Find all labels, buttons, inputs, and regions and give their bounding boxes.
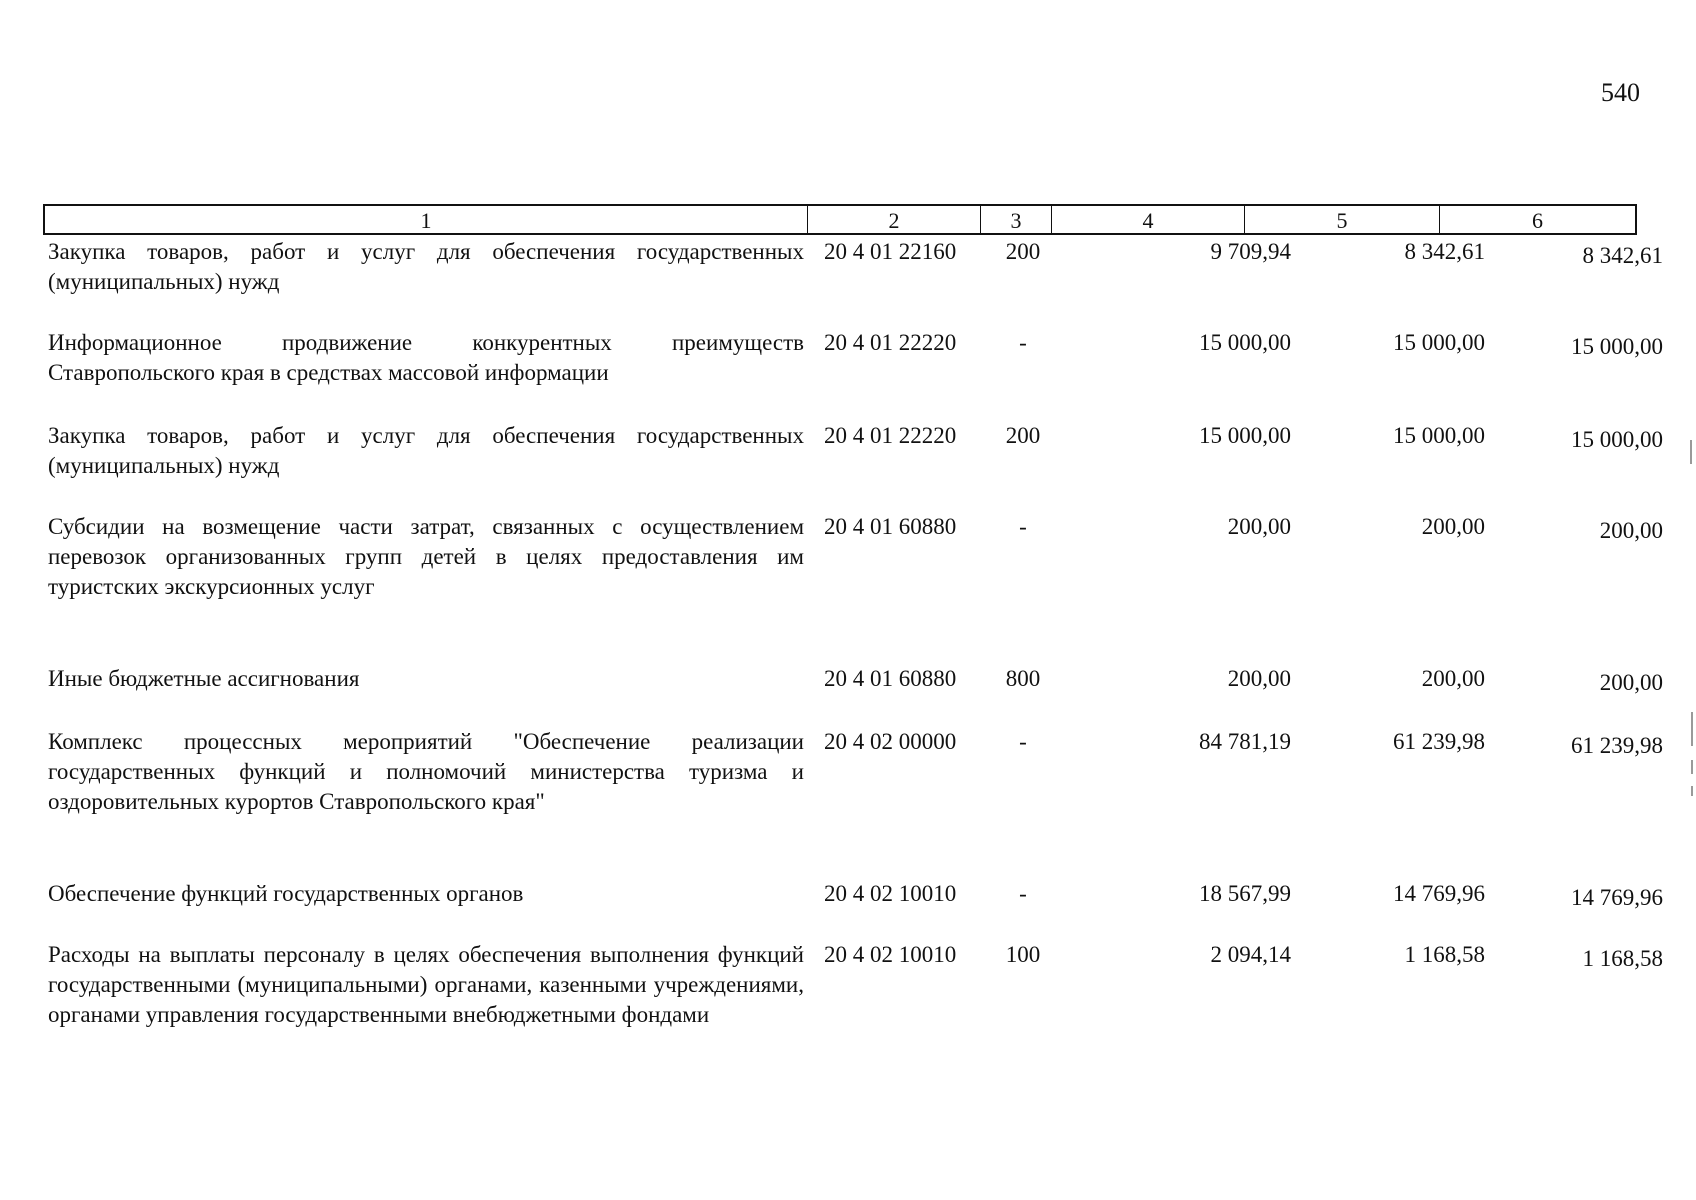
row-value-5: 200,00 [1421,666,1485,691]
row-value-4: 84 781,19 [1199,729,1291,754]
row-code: 20 4 01 60880 [824,666,957,691]
row-value-6: 15 000,00 [1571,334,1663,359]
header-col-6: 6 [1532,208,1543,233]
row-name: Закупка товаров, работ и услуг для обеспечения государственных (муниципальных) нужд [48,423,804,478]
row-value-6: 15 000,00 [1571,427,1663,452]
row-code: 20 4 02 00000 [824,729,957,754]
row-name: Иные бюджетные ассигнования [48,666,360,691]
row-value-6: 200,00 [1599,670,1663,695]
row-value-6: 61 239,98 [1571,733,1663,758]
row-value-4: 15 000,00 [1199,330,1291,355]
row-type: 100 [1005,942,1041,967]
row-name: Расходы на выплаты персоналу в целях обеспечения выполнения функций государственными (муниципальными) органами, казенными учреждениями, органами управления государственными внебюджетными фондами [48,942,804,1027]
row-type: 800 [1005,666,1041,691]
row-value-5: 200,00 [1421,514,1485,539]
row-value-5: 14 769,96 [1393,881,1485,906]
row-type: 200 [1005,239,1041,264]
row-type: - [1019,330,1027,355]
row-value-5: 15 000,00 [1393,330,1485,355]
row-value-6: 8 342,61 [1582,243,1663,268]
row-value-4: 200,00 [1227,514,1291,539]
row-code: 20 4 02 10010 [824,881,957,906]
row-code: 20 4 01 60880 [824,514,957,539]
row-name: Комплекс процессных мероприятий "Обеспечение реализации государственных функций и полномочий министерства туризма и оздоровительных курортов Ставропольского края" [48,729,804,814]
row-code: 20 4 01 22220 [824,330,957,355]
scan-mark [1691,760,1693,774]
scan-mark [1691,712,1693,746]
row-value-4: 200,00 [1227,666,1291,691]
row-name: Закупка товаров, работ и услуг для обеспечения государственных (муниципальных) нужд [48,239,804,294]
row-value-5: 61 239,98 [1393,729,1485,754]
header-col-4: 4 [1052,206,1245,233]
page-number: 540 [1601,78,1640,107]
scan-mark [1691,786,1693,796]
row-value-6: 14 769,96 [1571,885,1663,910]
row-value-4: 15 000,00 [1199,423,1291,448]
header-col-3: 3 [981,206,1052,233]
row-value-5: 1 168,58 [1404,942,1485,967]
row-code: 20 4 01 22160 [824,239,957,264]
row-type: - [1019,729,1027,754]
row-code: 20 4 02 10010 [824,942,957,967]
row-name: Субсидии на возмещение части затрат, связанных с осуществлением перевозок организованных групп детей в целях предоставления им туристских экскурсионных услуг [48,514,804,599]
row-value-5: 8 342,61 [1404,239,1485,264]
row-value-6: 1 168,58 [1582,946,1663,971]
header-col-2: 2 [808,206,981,233]
header-col-5: 5 [1245,206,1440,233]
row-value-4: 9 709,94 [1210,239,1291,264]
row-type: 200 [1005,423,1041,448]
row-name: Обеспечение функций государственных органов [48,881,524,906]
row-value-4: 18 567,99 [1199,881,1291,906]
row-code: 20 4 01 22220 [824,423,957,448]
row-value-6: 200,00 [1599,518,1663,543]
header-col-1: 1 [45,206,808,233]
row-name: Информационное продвижение конкурентных преимуществ Ставропольского края в средствах массовой информации [48,330,804,385]
row-value-4: 2 094,14 [1210,942,1291,967]
scan-mark [1690,440,1692,464]
table-header [43,204,1637,235]
row-value-5: 15 000,00 [1393,423,1485,448]
row-type: - [1019,881,1027,906]
row-type: - [1019,514,1027,539]
